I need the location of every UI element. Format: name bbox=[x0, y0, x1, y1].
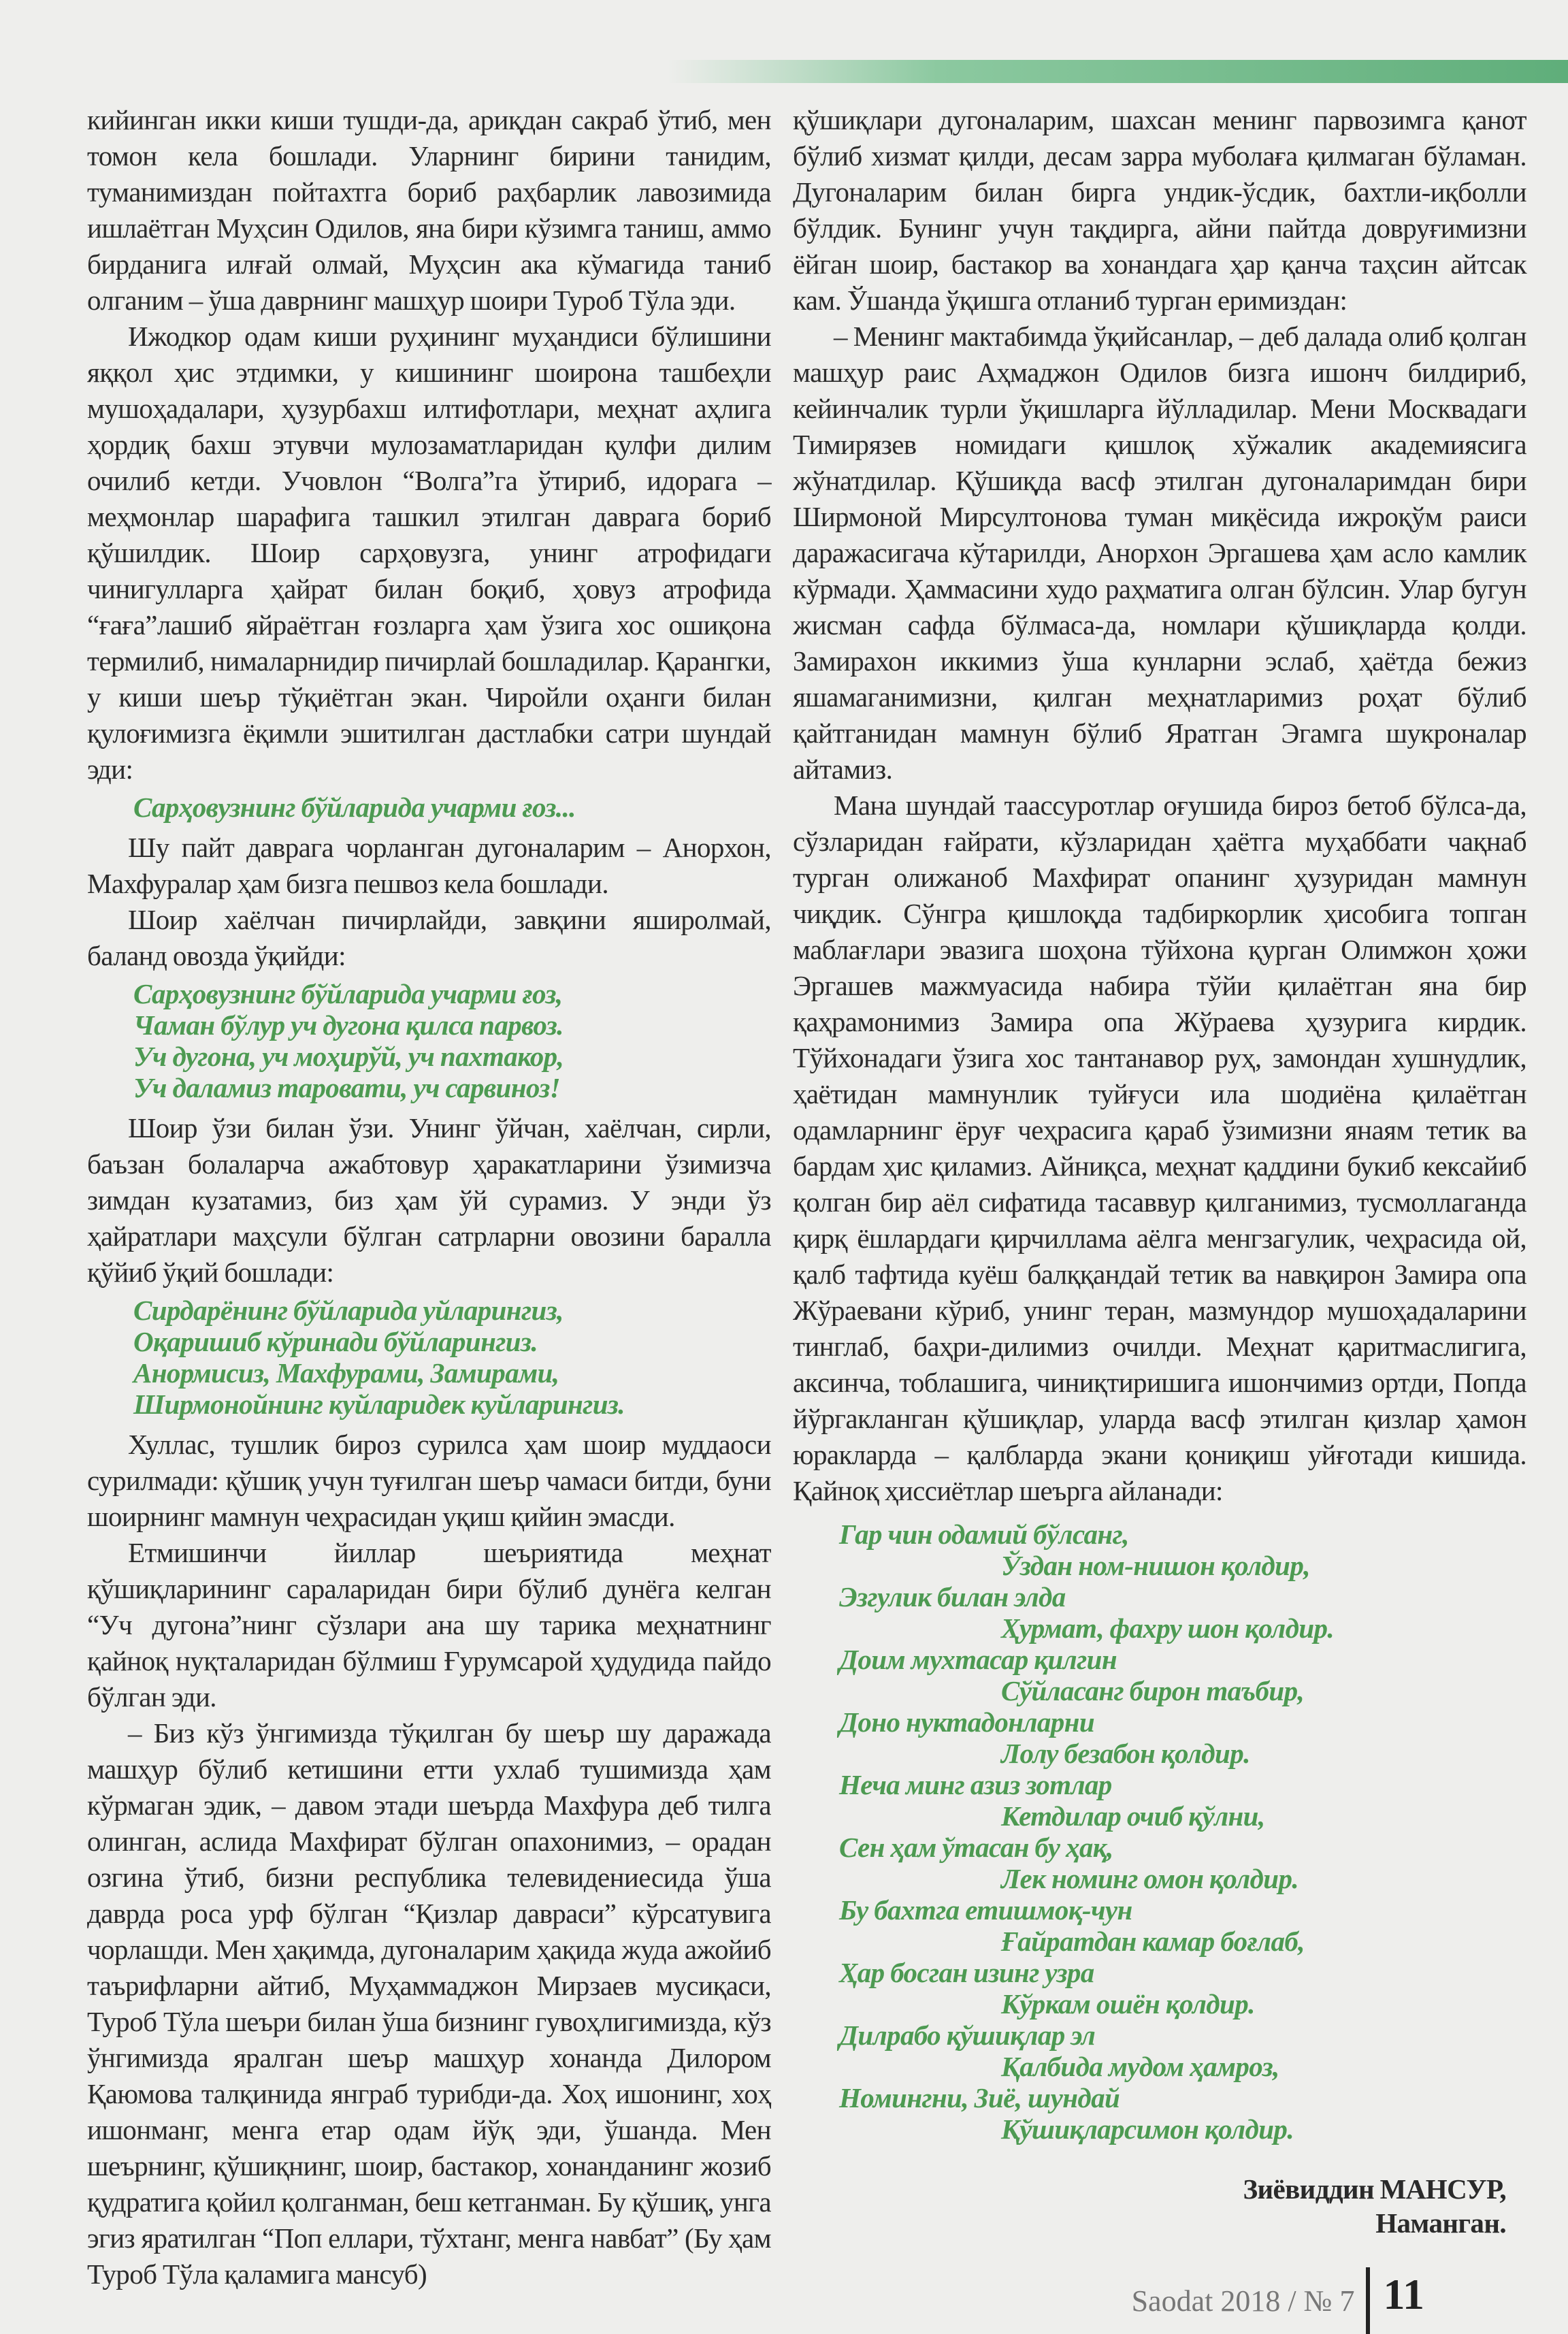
paragraph: Шу пайт даврага чорланган дугоналарим – Анорхон, Махфуралар ҳам бизга пешвоз кела бошлади. bbox=[87, 832, 771, 899]
paragraph: кийинган икки киши тушди-да, ариқдан сакраб ўтиб, мен томон кела бошлади. Уларнинг бирини танидим, туманимиздан пойтахтга бориб раҳбарлик лавозимида ишлаётган Муҳсин Одилов, яна бири кўзимга таниш, аммо бирданига илғай олмай, Муҳсин ака кўмагида таниб олганим – ўша даврнинг машҳур шоири Туроб Тўла эди. bbox=[87, 104, 771, 316]
right-column bbox=[793, 102, 1526, 2334]
paragraph: Етмишинчи йиллар шеъриятида меҳнат қўшиқларининг сараларидан бири бўлиб дунёга келган “Уч дугона”нинг сўзлари ана шу тарика меҳнатнинг қайноқ нуқталаридан бўлмиш Ғурумсарой ҳудудида пайдо бўлган эди. bbox=[87, 1537, 771, 1713]
page-footer bbox=[793, 2240, 1526, 2334]
author-city: Наманган. bbox=[1375, 2207, 1506, 2239]
poem-line: Сен ҳам ўтасан бу ҳақ, bbox=[839, 1832, 1113, 1863]
poem-line: Ҳурмат, фахру шон қолдир. bbox=[1001, 1612, 1335, 1644]
poem-line: Доим мухтасар қилгин bbox=[839, 1644, 1117, 1675]
poem-line: Сўйласанг бирон таъбир, bbox=[1001, 1675, 1305, 1706]
poem-line: Лек номинг омон қолдир. bbox=[1001, 1863, 1299, 1894]
poem-line: Бу бахтга етишмоқ-чун bbox=[839, 1894, 1132, 1926]
verse-line: Анормисиз, Махфурами, Замирами, bbox=[133, 1357, 559, 1389]
paragraph: Хуллас, тушлик бироз сурилса ҳам шоир муддаоси сурилмади: қўшиқ учун туғилган шеър чамаси битди, буни шоирнинг мамнун чеҳрасидан уқиш қийин эмасди. bbox=[87, 1429, 771, 1532]
paragraph: Шоир хаёлчан пичирлайди, завқини яширолмай, баланд овозда ўқийди: bbox=[87, 904, 771, 971]
poem-line: Қалбида мудом ҳамроз, bbox=[1001, 2051, 1279, 2082]
poem-line: Лолу безабон қолдир. bbox=[1001, 1738, 1250, 1769]
poem bbox=[839, 1519, 1526, 2145]
paragraph: – Биз кўз ўнгимизда тўқилган бу шеър шу даражада машҳур бўлиб кетишини етти уxлаб тушимизда ҳам кўрмаган эдик, – давом этади шеърда Махфура деб тилга олинган, аслида Махфират бўлган опахонимиз, – орадан озгина ўтиб, бизни республика телевидениесида ўша даврда роса урф бўлган “Қизлар давраси” кўрсатувига чорлашди. Мен ҳақимда, дугоналарим ҳақида жуда ажойиб таърифларни айтиб, Муҳаммаджон Мирзаев мусиқаси, Туроб Тўла шеъри билан ўша бизнинг гувоҳлигимизда, кўз ўнгимизда яралган шеър машҳур хонанда Дилором Қаюмова талқинида янграб турибди-да. Хоҳ ишонинг, хоҳ ишонманг, менга етар одам йўқ эди, ўшанда. Мен шеърнинг, қўшиқнинг, шоир, бастакор, хонанданинг жозиб қудратига қойил қолганман, беш кетганман. Бу қўшиқ, унга эгиз яратилган “Поп еллари, тўхтанг, менга навбат” (Бу ҳам Туроб Тўла қаламига мансуб) bbox=[87, 1717, 771, 2290]
paragraph: Мана шундай таассуротлар оғушида бироз бетоб бўлса-да, сўзларидан ғайрати, кўзларидан ҳаётга муҳаббати чақнаб турган олижаноб Махфират опанинг ҳузуридан мамнун чиқдик. Сўнгра қишлоқда тадбиркорлик ҳисобига топган маблағлари эвазига шоҳона тўйхона қурган Олимжон ҳожи Эргашев мажмуасида набира тўйи қилаётган яна бир қаҳрамонимиз Замира опа Жўраева ҳузурига кирдик. Тўйхонадаги ўзига хос тантанавор руҳ, замондан хушнудлик, ҳаётидан мамнунлик туйғуси ила шодиёна қилаётган одамларнинг ёруғ чеҳрасига қараб ўзимизни янаям тетик ва бардам ҳис қиламиз. Айниқса, меҳнат қаддини букиб кексайиб қолган бир аёл сифатида тасаввур қилганимиз, тусмоллаганда қирқ ёшлардаги қирчиллама аёлга менгзагулик, чеҳрасида ой, қалб тафтида куёш балққандай тетик ва навқирон Замира опа Жўраевани кўриб, унинг теран, мазмундор мушоҳадаларини тинглаб, баҳри-дилимиз очилди. Меҳнат қаритмаслигига, аксинча, тоблашига, чиниқтиришига ишончимиз ортди, Попда йўргакланган қўшиқлар, уларда васф этилган қизлар ҳамон юракларда – қалбларда экани қониқиш уйғотади кишида. Қайноқ ҳиссиётлар шеърга айланади: bbox=[793, 790, 1526, 1506]
poem-line: Дилрабо қўшиқлар эл bbox=[839, 2020, 1096, 2051]
paragraph: Ижодкор одам киши руҳининг муҳандиси бўлишини яққол ҳис этдимки, у кишининг шоирона ташбеҳли мушоҳадалари, ҳузурбахш илтифотлари, меҳнат аҳлига ҳордиқ бахш этувчи мулозаматларидан қулфи дилим очилиб кетди. Учовлон “Волга”га ўтириб, идорага – меҳмонлар шарафига ташкил этилган даврага бориб қўшилдик. Шоир сарҳовузга, унинг атрофидаги чинигулларга ҳайрат билан боқиб, ҳовуз атрофида “ғаға”лашиб яйраётган ғозларга ҳам ўзига хос ошиқона термилиб, нималарнидир пичирлай бошладилар. Қарангки, у киши шеър тўқиётган экан. Чиройли оҳанги билан қулоғимизга ёқимли эшитилган дастлабки сатри шундай эди: bbox=[87, 321, 771, 785]
verse-1 bbox=[133, 978, 771, 1103]
signature bbox=[793, 2172, 1526, 2240]
poem-line: Ҳар босган изинг узра bbox=[839, 1957, 1094, 1988]
poem-line: Кўркам ошён қолдир. bbox=[1001, 1988, 1255, 2020]
verse-line: Оқаришиб кўринади бўйларингиз. bbox=[133, 1326, 538, 1357]
verse-line: Сарҳовузнинг бўйларида учарми ғоз, bbox=[133, 978, 563, 1009]
poem-line: Номингни, Зиё, шундай bbox=[839, 2082, 1120, 2113]
author-name: Зиёвиддин МАНСУР, bbox=[1243, 2173, 1506, 2205]
poem-line: Қўшиқларсимон қолдир. bbox=[1001, 2113, 1294, 2145]
header-decorative-band bbox=[667, 60, 1568, 83]
magazine-issue: Saodat 2018 / № 7 bbox=[1131, 2284, 1355, 2318]
verse-line: Ширмонойнинг куйларидек куйларингиз. bbox=[133, 1389, 625, 1420]
page-number: 11 bbox=[1383, 2270, 1424, 2318]
paragraph: – Менинг мактабимда ўқийсанлар, – деб далада олиб қолган машҳур раис Аҳмаджон Одилов бизга ишонч билдириб, кейинчалик турли ўқишларга йўлладилар. Мени Москвадаги Тимирязев номидаги қишлоқ хўжалик академиясига жўнатдилар. Қўшиқда васф этилган дугоналаримдан бири Ширмоной Мирсултонова туман миқёсида ижроқўм раиси даражасигача кўтарилди, Анорхон Эргашева ҳам асло камлик кўрмади. Ҳаммасини худо раҳматига олган бўлсин. Улар бугун жисман сафда бўлмаса-да, номлари қўшиқларда қолди. Замирахон иккимиз ўша кунларни эслаб, ҳаётда бежиз яшамаганимизни, қилган меҳнатларимиз роҳат бўлиб қайтганидан мамнун бўлиб Яратган Эгамга шукроналар айтамиз. bbox=[793, 321, 1526, 785]
verse-line: Чаман бўлур уч дугона қилса парвоз. bbox=[133, 1009, 564, 1041]
verse-text: Сарҳовузнинг бўйларида учарми ғоз... bbox=[133, 792, 576, 823]
paragraph: қўшиқлари дугоналарим, шахсан менинг парвозимга қанот бўлиб хизмат қилди, десам зарра муболаға қилмаган бўламан. Дугоналарим билан бирга ундик-ўсдик, бахтли-иқболли бўлдик. Бунинг учун тақдирга, айни пайтда довруғимизни ёйган шоир, бастакор ва хонандага ҳар қанча таҳсин айтсак кам. Ўшанда ўқишга отланиб турган еримиздан: bbox=[793, 104, 1526, 316]
poem-line: Ўздан ном-нишон қолдир, bbox=[1001, 1550, 1310, 1581]
verse-line: Сирдарёнинг бўйларида уйларингиз, bbox=[133, 1295, 564, 1326]
poem-line: Гар чин одамий бўлсанг, bbox=[839, 1519, 1129, 1550]
verse-line bbox=[133, 792, 771, 823]
verse-line: Уч дугона, уч моҳирўй, уч пахтакор, bbox=[133, 1041, 564, 1072]
poem-line: Кетдилар очиб қўлни, bbox=[1001, 1800, 1265, 1832]
left-column bbox=[87, 102, 771, 2292]
poem-line: Эзгулик билан элда bbox=[839, 1581, 1066, 1612]
verse-line: Уч даламиз тароватu, уч сарвиноз! bbox=[133, 1072, 561, 1103]
poem-line: Ғайратдан камар боғлаб, bbox=[1001, 1926, 1305, 1957]
paragraph: Шоир ўзи билан ўзи. Унинг ўйчан, хаёлчан, сирли, баъзан болаларча ажабтовур ҳаракатларини ўзимизча зимдан кузатамиз, биз ҳам ўй сурамиз. У энди ўз ҳайратлари маҳсули бўлган сатрларни овозини баралла қўйиб ўқий бошлади: bbox=[87, 1112, 771, 1288]
poem-line: Доно нуктадонларни bbox=[839, 1706, 1095, 1738]
verse-2 bbox=[133, 1295, 771, 1420]
poem-line: Неча минг азиз зотлар bbox=[839, 1769, 1112, 1800]
